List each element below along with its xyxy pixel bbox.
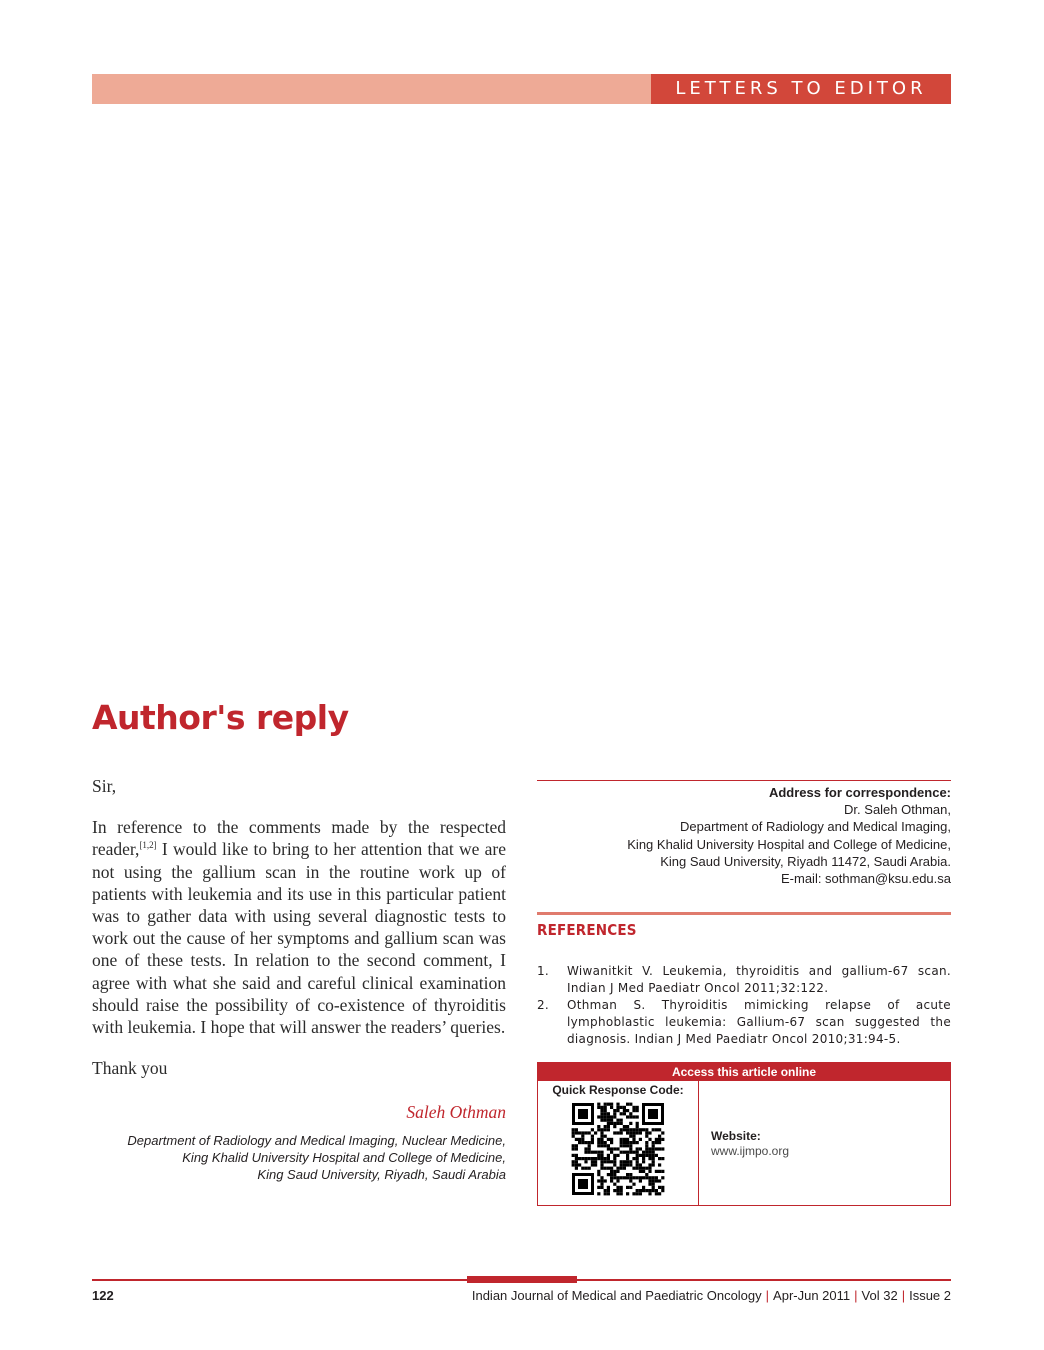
issue-number: Issue 2 — [909, 1288, 951, 1303]
journal-name: Indian Journal of Medical and Paediatric Oncology — [471, 1288, 762, 1303]
reference-list — [537, 963, 951, 1048]
author-name: Saleh Othman — [406, 1102, 506, 1123]
issue-date: Apr-Jun 2011 — [773, 1288, 851, 1303]
correspondence-heading: Address for correspondence: — [768, 785, 951, 800]
website-cell — [699, 1081, 950, 1205]
correspondence-email[interactable]: E-mail: sothman@ksu.edu.sa — [781, 871, 951, 887]
affiliation-line: King Saud University, Riyadh, Saudi Arabia — [257, 1166, 506, 1182]
correspondence-line: Department of Radiology and Medical Imaging, — [680, 819, 951, 835]
footer-tab — [467, 1276, 577, 1283]
website-link[interactable]: www.ijmpo.org — [711, 1144, 790, 1158]
qr-label: Quick Response Code: — [552, 1083, 684, 1097]
section-label: LETTERS TO EDITOR — [651, 74, 951, 104]
correspondence-line: King Saud University, Riyadh 11472, Saudi Arabia. — [660, 853, 951, 869]
qr-code-icon[interactable] — [570, 1101, 666, 1197]
letter-body — [92, 775, 506, 1183]
reference-number: 1. — [537, 964, 550, 978]
reference-text: Wiwanitkit V. Leukemia, thyroiditis and gallium-67 scan. Indian J Med Paediatr Oncol 2011;32:122. — [567, 964, 951, 995]
header-band — [92, 74, 951, 104]
references-section — [537, 912, 951, 1048]
body-paragraph — [92, 816, 506, 1038]
journal-citation: Indian Journal of Medical and Paediatric Oncology | Apr-Jun 2011 | Vol 32 | Issue 2 — [471, 1288, 951, 1303]
author-affiliation — [92, 1132, 506, 1183]
affiliation-line: King Khalid University Hospital and College of Medicine, — [182, 1149, 506, 1165]
reference-item — [537, 963, 951, 997]
correspondence-block — [537, 780, 951, 887]
reference-text: Othman S. Thyroiditis mimicking relapse of acute lymphoblastic leukemia: Gallium-67 scan suggested the diagnosis. Indian J Med Paediatr Oncol 2010;31:94-5. — [567, 998, 951, 1046]
qr-cell — [538, 1081, 699, 1205]
references-heading: REFERENCES — [537, 921, 637, 939]
citation-ref[interactable]: [1,2] — [139, 840, 157, 851]
volume: Vol 32 — [861, 1288, 898, 1303]
article-title: Author's reply — [92, 698, 349, 737]
reference-item — [537, 997, 951, 1048]
salutation: Sir, — [92, 776, 117, 796]
body-text-start: In reference to the comments made by the respected reader, — [92, 817, 506, 860]
access-heading: Access this article online — [538, 1063, 950, 1081]
closing: Thank you — [92, 1058, 168, 1079]
page-number: 122 — [92, 1288, 114, 1303]
reference-number: 2. — [537, 998, 550, 1012]
affiliation-line: Department of Radiology and Medical Imaging, Nuclear Medicine, — [127, 1132, 506, 1148]
correspondence-line: Dr. Saleh Othman, — [844, 802, 951, 818]
body-text-end: I would like to bring to her attention that we are not using the gallium scan in the routine work up of patients with leukemia and its use in this particular patient was to gather data with using several diagnostic tests to work out the cause of her symptoms and gallium scan was one of these tests. In relation to the second comment, I agree with what she said and careful clinical examination should raise the possibility of co-existence of thyroiditis with leukemia. I hope that will answer the readers’ queries. — [92, 839, 506, 1038]
website-label: Website: — [711, 1129, 761, 1143]
correspondence-line: King Khalid University Hospital and College of Medicine, — [627, 836, 951, 852]
access-online-box — [537, 1062, 951, 1206]
